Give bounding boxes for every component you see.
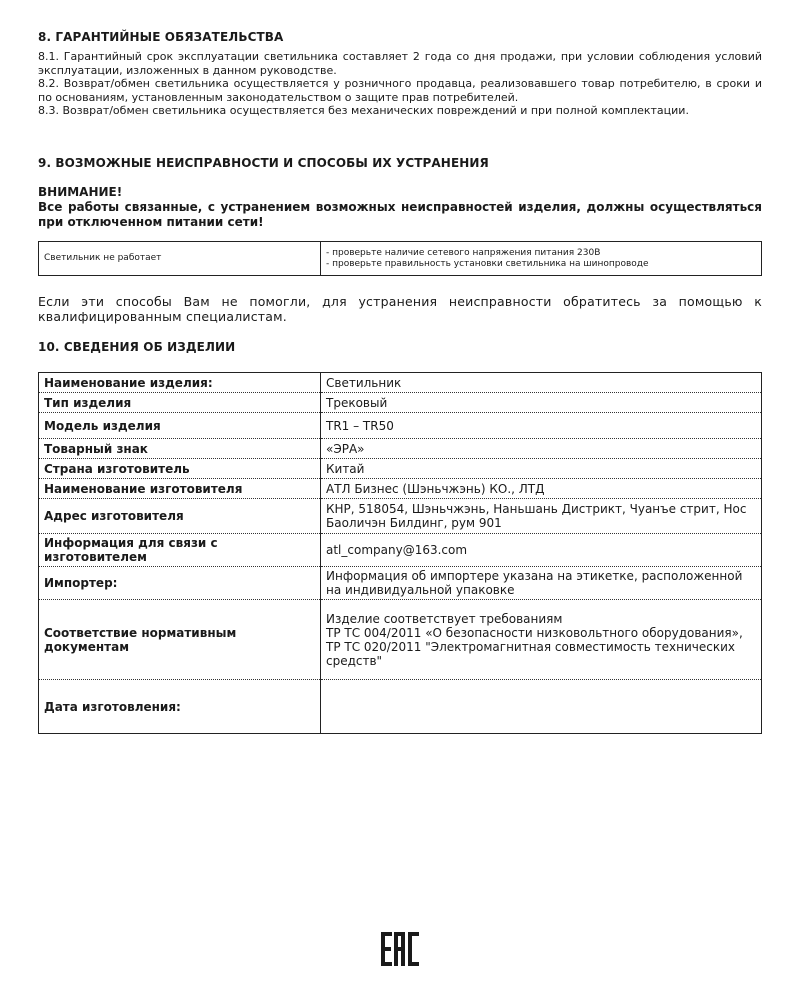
problem-cell: Светильник не работает bbox=[39, 242, 321, 276]
info-key: Дата изготовления: bbox=[39, 680, 321, 734]
table-row bbox=[39, 242, 762, 276]
table-row bbox=[39, 439, 762, 459]
table-row bbox=[39, 373, 762, 393]
table-row bbox=[39, 499, 762, 534]
section-troubleshooting-title: 9. ВОЗМОЖНЫЕ НЕИСПРАВНОСТИ И СПОСОБЫ ИХ УСТРАНЕНИЯ bbox=[38, 156, 489, 170]
table-row bbox=[39, 393, 762, 413]
info-value bbox=[321, 680, 762, 734]
eac-mark-icon bbox=[381, 932, 419, 966]
info-key: Страна изготовитель bbox=[39, 459, 321, 479]
info-value: atl_company@163.com bbox=[321, 534, 762, 567]
table-row bbox=[39, 479, 762, 499]
info-value: Китай bbox=[321, 459, 762, 479]
section-product-info-title: 10. СВЕДЕНИЯ ОБ ИЗДЕЛИИ bbox=[38, 340, 236, 354]
section-warranty-title: 8. ГАРАНТИЙНЫЕ ОБЯЗАТЕЛЬСТВА bbox=[38, 30, 284, 44]
troubleshooting-note: Если эти способы Вам не помогли, для устранения неисправности обратитесь за помощью к квалифицированным специалистам. bbox=[38, 294, 762, 324]
info-value: КНР, 518054, Шэньчжэнь, Наньшань Дистрикт, Чуанъе стрит, Нос Баоличэн Билдинг, рум 901 bbox=[321, 499, 762, 534]
warranty-clause-3: 8.3. Возврат/обмен светильника осуществляется без механических повреждений и при полной комплектации. bbox=[38, 104, 689, 117]
warranty-clause-1: 8.1. Гарантийный срок эксплуатации светильника составляет 2 года со дня продажи, при условии соблюдения условий эксплуатации, изложенных в данном руководстве. bbox=[38, 50, 762, 77]
section-troubleshooting bbox=[38, 156, 762, 229]
info-value: Трековый bbox=[321, 393, 762, 413]
table-row bbox=[39, 459, 762, 479]
solution-line-2: - проверьте правильность установки светильника на шинопроводе bbox=[326, 258, 649, 269]
warranty-clause-2: 8.2. Возврат/обмен светильника осуществляется у розничного продавца, реализовавшего товар потребителю, в сроки и по основаниям, установленным законодательством о защите прав потребителей. bbox=[38, 77, 762, 104]
table-row bbox=[39, 680, 762, 734]
table-row bbox=[39, 534, 762, 567]
table-row bbox=[39, 413, 762, 439]
info-key: Тип изделия bbox=[39, 393, 321, 413]
info-value: TR1 – TR50 bbox=[321, 413, 762, 439]
info-value: «ЭРА» bbox=[321, 439, 762, 459]
info-key: Информация для связи с изготовителем bbox=[39, 534, 321, 567]
warning-title: ВНИМАНИЕ! bbox=[38, 185, 123, 199]
product-info-table bbox=[38, 372, 762, 734]
info-value: АТЛ Бизнес (Шэньчжэнь) КО., ЛТД bbox=[321, 479, 762, 499]
table-row bbox=[39, 567, 762, 600]
solution-line-1: - проверьте наличие сетевого напряжения питания 230В bbox=[326, 247, 601, 258]
info-key: Товарный знак bbox=[39, 439, 321, 459]
info-key: Модель изделия bbox=[39, 413, 321, 439]
info-key: Соответствие нормативным документам bbox=[39, 600, 321, 680]
solution-cell bbox=[321, 242, 762, 276]
info-value: Светильник bbox=[321, 373, 762, 393]
section-warranty bbox=[38, 30, 762, 118]
info-value: Изделие соответствует требованиям ТР ТС 004/2011 «О безопасности низковольтного оборудования», ТР ТС 020/2011 "Электромагнитная совместимость технических средств" bbox=[321, 600, 762, 680]
info-key: Наименование изделия: bbox=[39, 373, 321, 393]
table-row bbox=[39, 600, 762, 680]
info-value: Информация об импортере указана на этикетке, расположенной на индивидуальной упаковке bbox=[321, 567, 762, 600]
warning-text: Все работы связанные, с устранением возможных неисправностей изделия, должны осуществляться при отключенном питании сети! bbox=[38, 200, 762, 229]
info-key: Импортер: bbox=[39, 567, 321, 600]
troubleshooting-table bbox=[38, 241, 762, 276]
info-key: Наименование изготовителя bbox=[39, 479, 321, 499]
info-key: Адрес изготовителя bbox=[39, 499, 321, 534]
